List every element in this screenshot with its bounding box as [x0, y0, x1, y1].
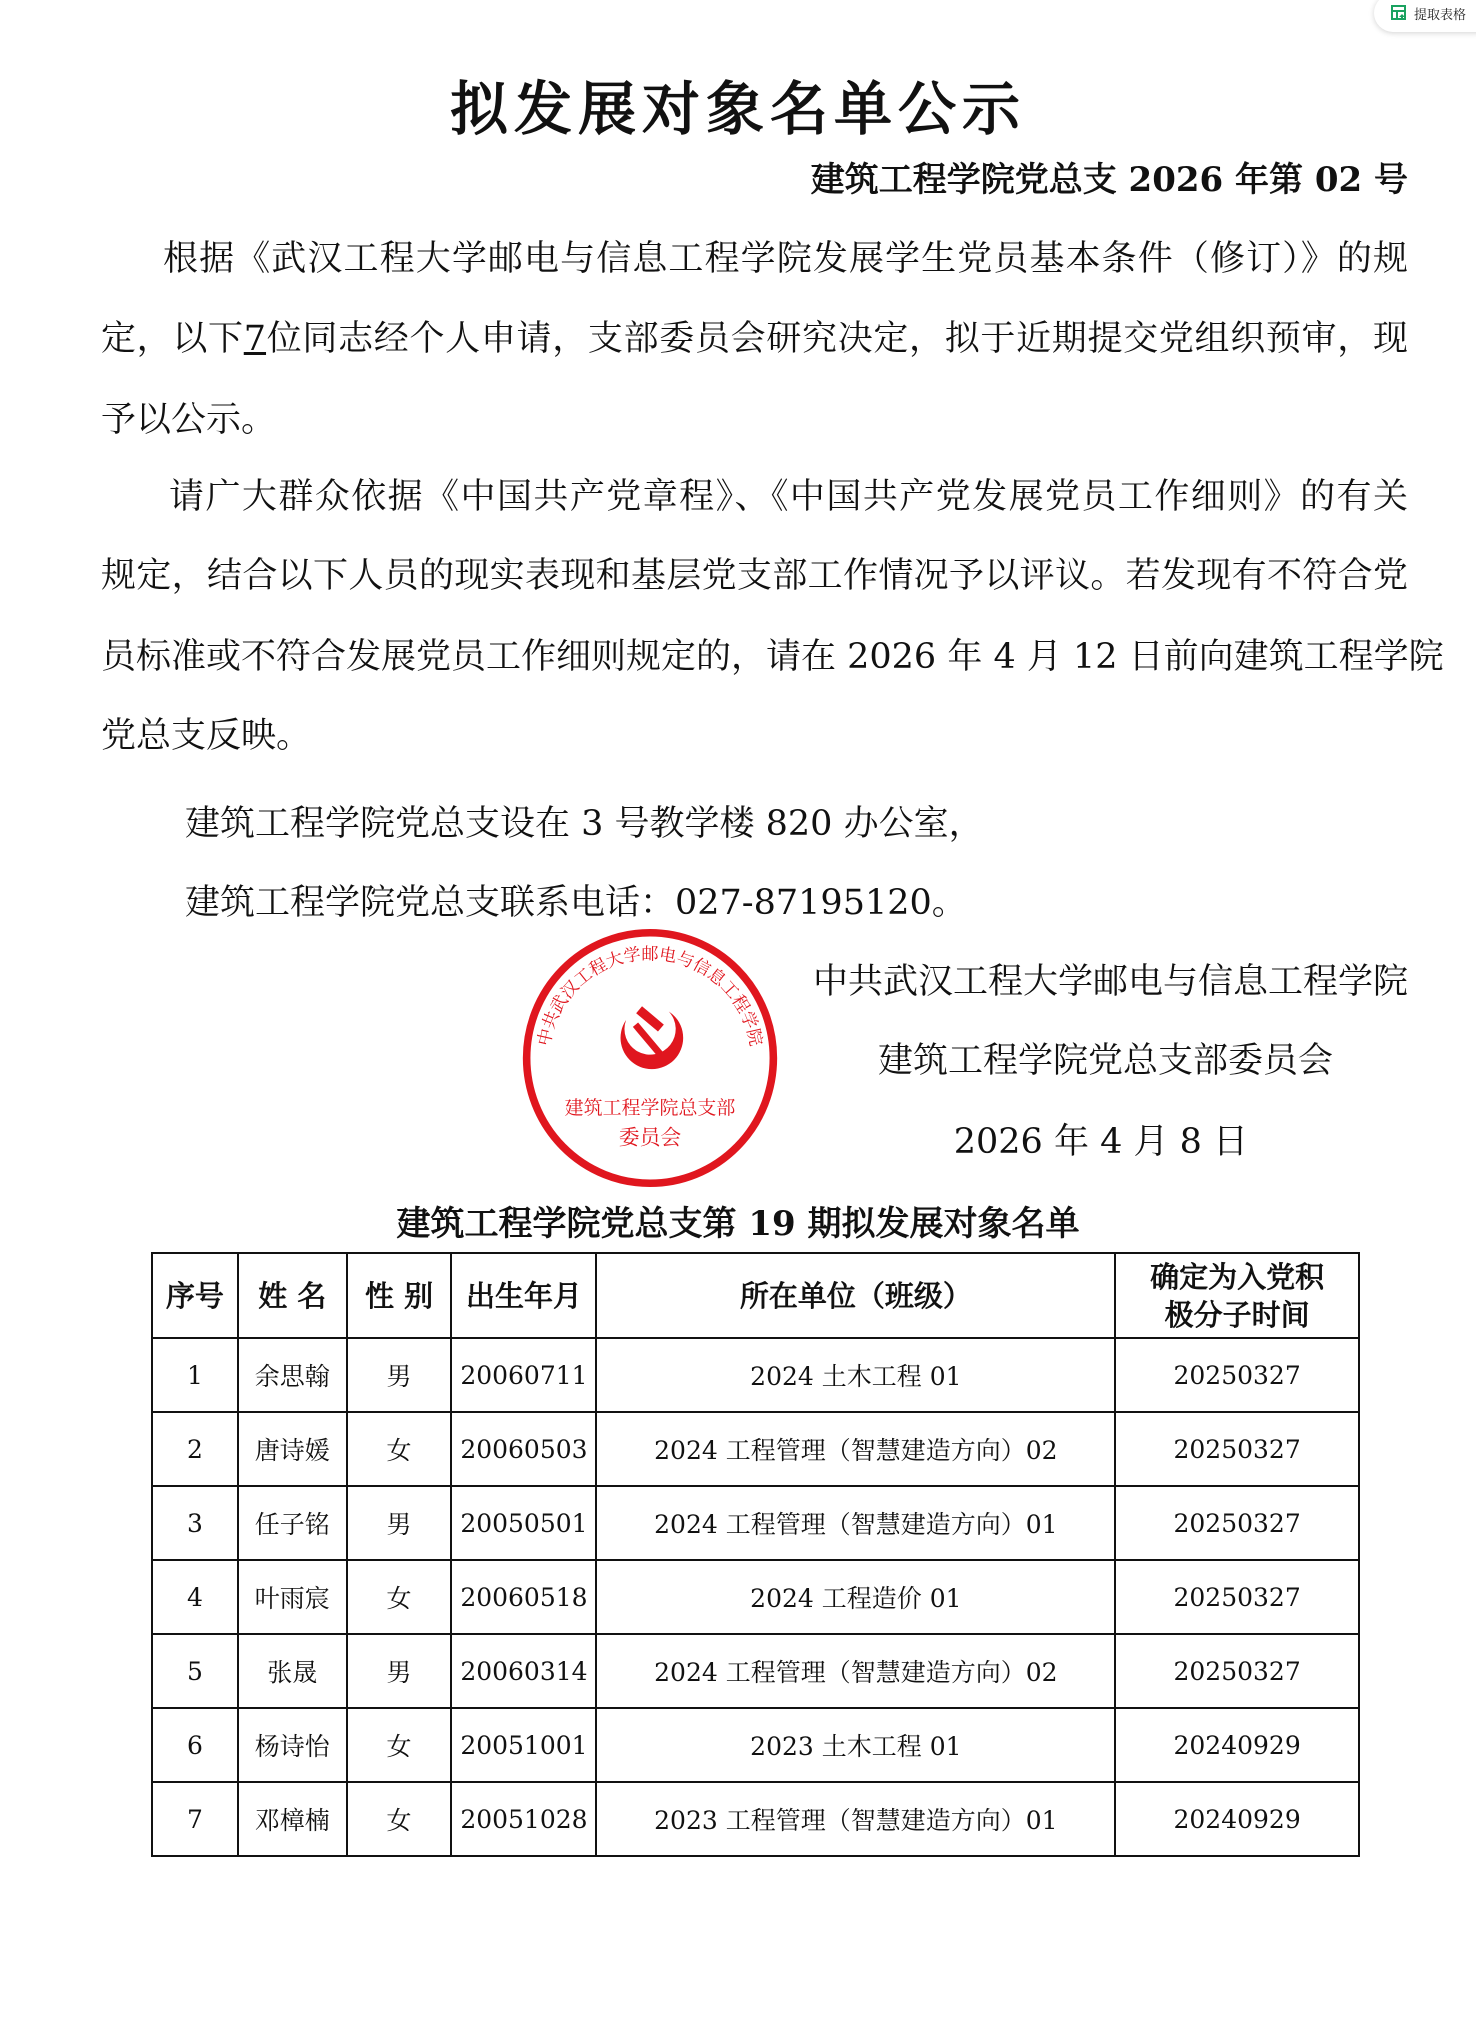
- cell-index: 7: [152, 1782, 238, 1856]
- document-number: 建筑工程学院党总支 2026 年第 02 号: [810, 160, 1408, 200]
- candidate-count: 7: [243, 319, 267, 359]
- cell-index: 6: [152, 1708, 238, 1782]
- table-title: 建筑工程学院党总支第 19 期拟发展对象名单: [396, 1204, 1080, 1244]
- cell-name: 张晟: [238, 1634, 347, 1708]
- cell-index: 3: [152, 1486, 238, 1560]
- contact-phone: 建筑工程学院党总支联系电话：027-87195120。: [185, 883, 967, 923]
- table-row: [152, 1560, 1359, 1634]
- cell-gender: 男: [347, 1486, 452, 1560]
- table-row: [152, 1634, 1359, 1708]
- table-row: [152, 1708, 1359, 1782]
- cell-name: 任子铭: [238, 1486, 347, 1560]
- cell-gender: 女: [347, 1708, 452, 1782]
- cell-activist-date: 20240929: [1115, 1782, 1359, 1856]
- cell-gender: 男: [347, 1338, 452, 1412]
- cell-unit: 2024 工程管理（智慧建造方向）01: [596, 1486, 1115, 1560]
- extract-table-button[interactable]: [1374, 0, 1476, 32]
- cell-birth: 20060518: [451, 1560, 596, 1634]
- signature-date: 2026 年 4 月 8 日: [953, 1122, 1248, 1162]
- table-row: [152, 1412, 1359, 1486]
- table-row: [152, 1486, 1359, 1560]
- paragraph2-line4: 党总支反映。: [101, 716, 312, 756]
- cell-index: 5: [152, 1634, 238, 1708]
- paragraph2-line1: 请广大群众依据《中国共产党章程》、《中国共产党发展党员工作细则》的有关: [169, 477, 1408, 517]
- table-extract-icon: [1390, 4, 1408, 22]
- cell-activist-date: 20250327: [1115, 1486, 1359, 1560]
- cell-birth: 20051028: [451, 1782, 596, 1856]
- header-activist-date: 确定为入党积极分子时间: [1115, 1253, 1359, 1338]
- page-title: 拟发展对象名单公示: [449, 75, 1026, 143]
- cell-index: 1: [152, 1338, 238, 1412]
- office-location: 建筑工程学院党总支设在 3 号教学楼 820 办公室，: [185, 804, 984, 844]
- signature-org1: 中共武汉工程大学邮电与信息工程学院: [812, 962, 1408, 1002]
- seal-outer-text: 中共武汉工程大学邮电与信息工程学院: [534, 944, 766, 1048]
- table-row: [152, 1338, 1359, 1412]
- seal-inner-text1: 建筑工程学院总支部: [564, 1096, 736, 1119]
- cell-name: 叶雨宸: [238, 1560, 347, 1634]
- signature-org2: 建筑工程学院党总支部委员会: [877, 1041, 1333, 1081]
- cell-activist-date: 20250327: [1115, 1560, 1359, 1634]
- cell-activist-date: 20250327: [1115, 1634, 1359, 1708]
- hammer-sickle-icon: [621, 1006, 684, 1069]
- cell-birth: 20051001: [451, 1708, 596, 1782]
- header-birth: 出生年月: [451, 1253, 596, 1338]
- header-name: 姓 名: [238, 1253, 347, 1338]
- cell-unit: 2023 工程管理（智慧建造方向）01: [596, 1782, 1115, 1856]
- paragraph2-line3: 员标准或不符合发展党员工作细则规定的，请在 2026 年 4 月 12 日前向建筑工程学院: [101, 637, 1444, 677]
- paragraph1-line2-start: 定，以下: [101, 319, 244, 359]
- cell-birth: 20050501: [451, 1486, 596, 1560]
- header-gender: 性 别: [347, 1253, 452, 1338]
- paragraph1-line2-end: 位同志经个人申请，支部委员会研究决定，拟于近期提交党组织预审，现: [266, 319, 1408, 359]
- cell-gender: 女: [347, 1412, 452, 1486]
- cell-index: 4: [152, 1560, 238, 1634]
- cell-name: 杨诗怡: [238, 1708, 347, 1782]
- header-unit: 所在单位（班级）: [596, 1253, 1115, 1338]
- cell-name: 邓樟楠: [238, 1782, 347, 1856]
- table-header-row: [152, 1253, 1359, 1338]
- header-index: 序号: [152, 1253, 238, 1338]
- cell-gender: 女: [347, 1782, 452, 1856]
- cell-unit: 2024 土木工程 01: [596, 1338, 1115, 1412]
- extract-table-label: 提取表格: [1413, 7, 1466, 23]
- cell-gender: 女: [347, 1560, 452, 1634]
- cell-name: 唐诗媛: [238, 1412, 347, 1486]
- cell-birth: 20060314: [451, 1634, 596, 1708]
- cell-unit: 2024 工程造价 01: [596, 1560, 1115, 1634]
- candidate-table: [151, 1252, 1360, 1857]
- paragraph2-line2: 规定，结合以下人员的现实表现和基层党支部工作情况予以评议。若发现有不符合党: [101, 556, 1408, 596]
- cell-unit: 2024 工程管理（智慧建造方向）02: [596, 1412, 1115, 1486]
- seal-inner-text2: 委员会: [618, 1125, 682, 1150]
- cell-index: 2: [152, 1412, 238, 1486]
- cell-unit: 2024 工程管理（智慧建造方向）02: [596, 1634, 1115, 1708]
- paragraph1-line2: [101, 319, 1408, 359]
- cell-activist-date: 20250327: [1115, 1412, 1359, 1486]
- cell-unit: 2023 土木工程 01: [596, 1708, 1115, 1782]
- paragraph1-line3: 予以公示。: [101, 400, 277, 440]
- cell-birth: 20060503: [451, 1412, 596, 1486]
- official-seal: [520, 928, 780, 1188]
- cell-name: 余思翰: [238, 1338, 347, 1412]
- paragraph1-line1: 根据《武汉工程大学邮电与信息工程学院发展学生党员基本条件（修订）》的规: [163, 239, 1408, 279]
- cell-activist-date: 20250327: [1115, 1338, 1359, 1412]
- table-row: [152, 1782, 1359, 1856]
- cell-activist-date: 20240929: [1115, 1708, 1359, 1782]
- cell-gender: 男: [347, 1634, 452, 1708]
- cell-birth: 20060711: [451, 1338, 596, 1412]
